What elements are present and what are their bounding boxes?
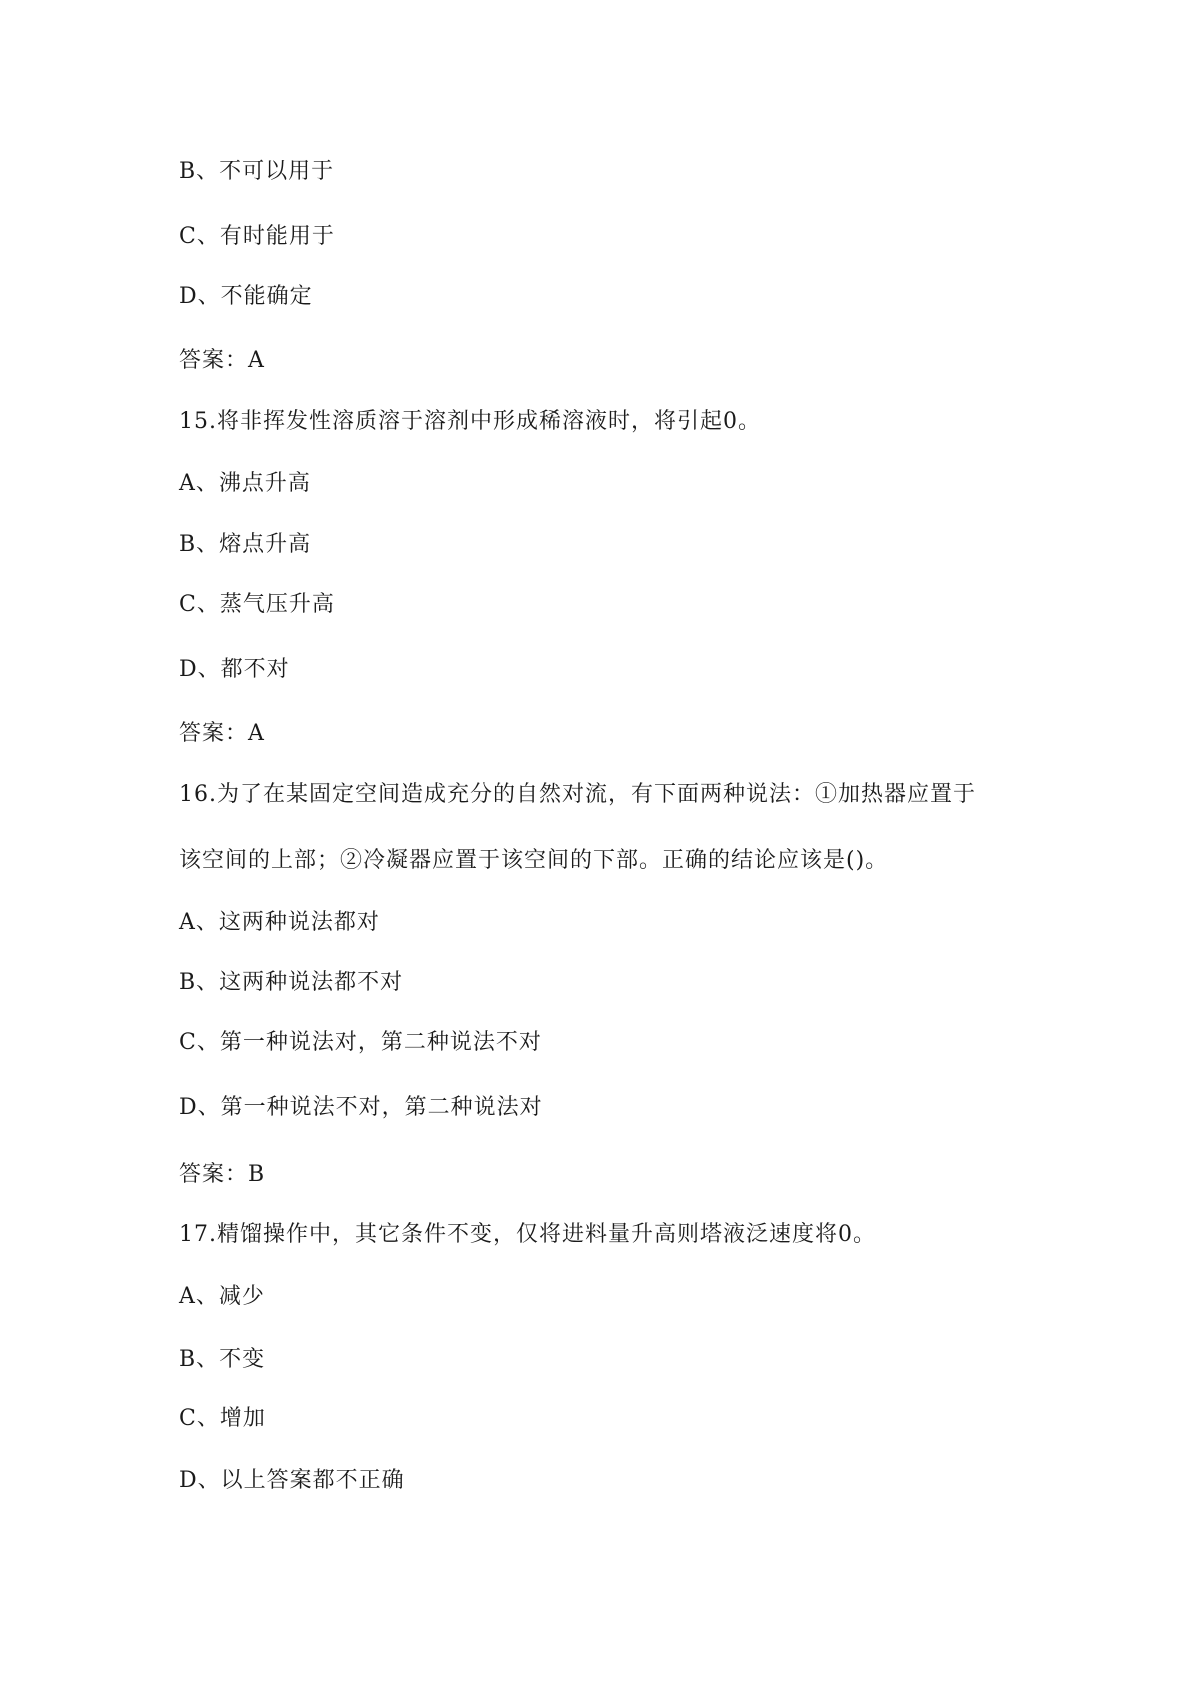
- q16-option-b: B、这两种说法都不对: [179, 970, 404, 995]
- q14-answer: 答案：A: [179, 348, 265, 373]
- q16-question-line2: 该空间的上部；②冷凝器应置于该空间的下部。正确的结论应该是()。: [179, 848, 889, 873]
- q17-option-d: D、以上答案都不正确: [179, 1468, 405, 1493]
- q15-question: 15.将非挥发性溶质溶于溶剂中形成稀溶液时，将引起0。: [179, 409, 761, 434]
- q15-option-b: B、熔点升高: [179, 532, 312, 557]
- q16-option-d: D、第一种说法不对，第二种说法对: [179, 1095, 543, 1120]
- q16-option-c: C、第一种说法对，第二种说法不对: [179, 1030, 542, 1055]
- q16-answer: 答案：B: [179, 1162, 266, 1187]
- q16-option-a: A、这两种说法都对: [179, 910, 380, 935]
- q17-question: 17.精馏操作中，其它条件不变，仅将进料量升高则塔液泛速度将0。: [179, 1222, 876, 1247]
- q15-option-c: C、蒸气压升高: [179, 592, 335, 617]
- q17-option-b: B、不变: [179, 1347, 266, 1372]
- q15-answer: 答案：A: [179, 721, 265, 746]
- q14-option-b: B、不可以用于: [179, 159, 335, 184]
- q17-option-c: C、增加: [179, 1406, 266, 1431]
- q14-option-d: D、不能确定: [179, 284, 313, 309]
- q16-question-line1: 16.为了在某固定空间造成充分的自然对流，有下面两种说法：①加热器应置于: [179, 782, 976, 807]
- q17-option-a: A、减少: [179, 1284, 265, 1309]
- q15-option-a: A、沸点升高: [179, 471, 311, 496]
- q14-option-c: C、有时能用于: [179, 224, 335, 249]
- q15-option-d: D、都不对: [179, 657, 290, 682]
